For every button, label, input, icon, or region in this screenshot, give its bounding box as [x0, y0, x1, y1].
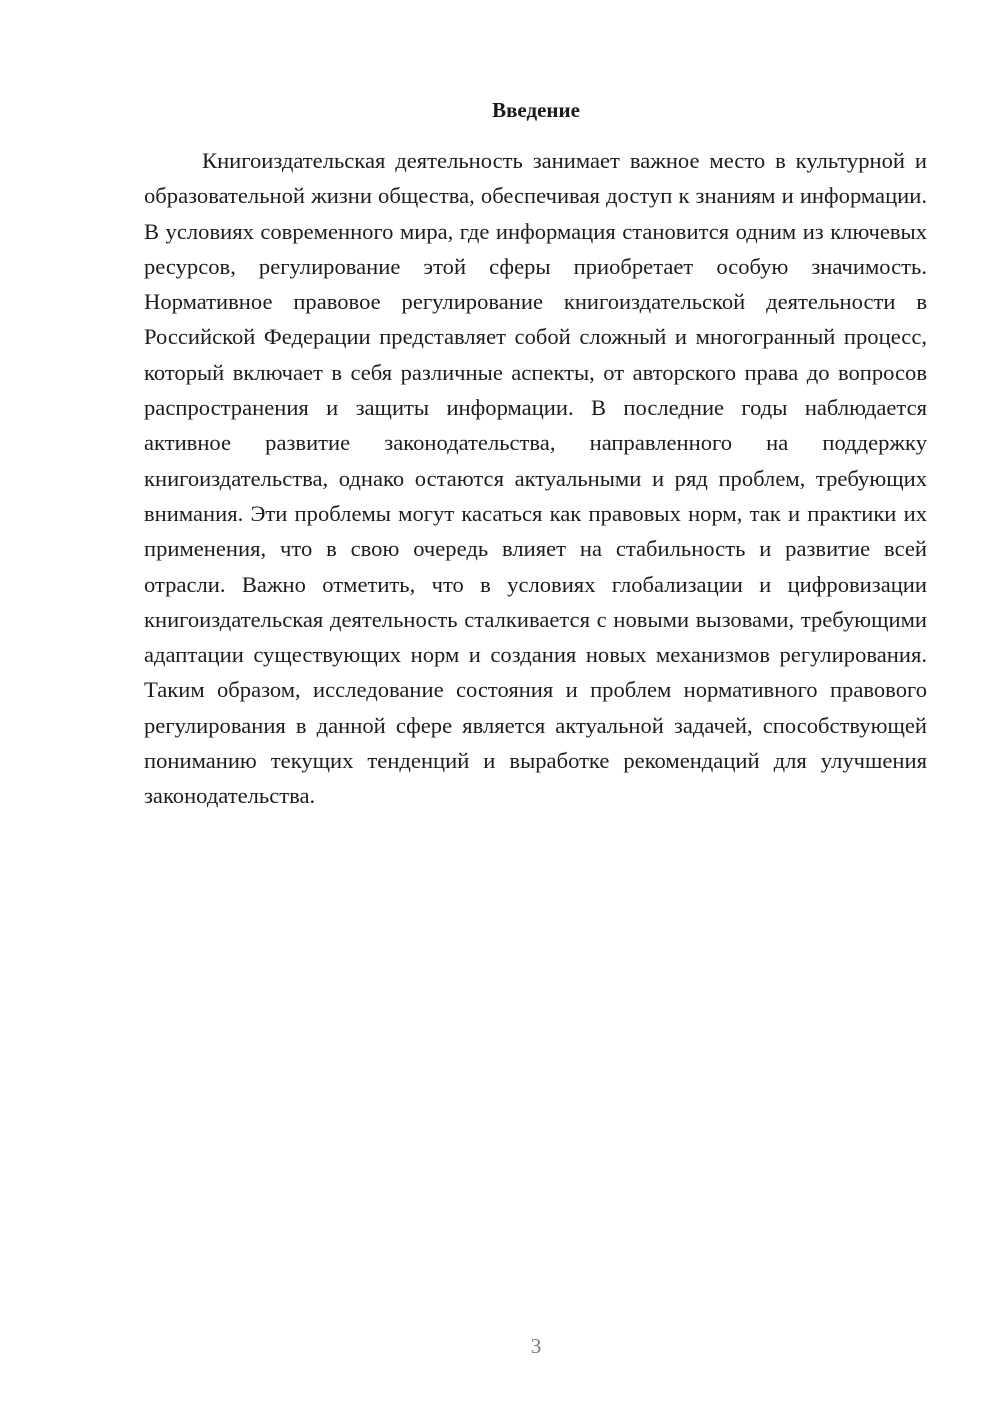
section-heading: Введение	[492, 98, 580, 122]
page-number: 3	[530, 1334, 542, 1358]
body-paragraph: Книгоиздательская деятельность занимает важное место в культурной и образовательной жизни общества, обеспечивая доступ к знаниям и информации. В условиях современного мира, где информация становится одним из ключевых ресурсов, регулирование этой сферы приобретает особую значимость. Нормативное правовое регулирование книгоиздательской деятельности в Российской Федерации представляет собой сложный и многогранный процесс, который включает в себя различные аспекты, от авторского права до вопросов распространения и защиты информации. В последние годы наблюдается активное развитие законодательства, направленного на поддержку книгоиздательства, однако остаются актуальными и ряд проблем, требующих внимания. Эти проблемы могут касаться как правовых норм, так и практики их применения, что в свою очередь влияет на стабильность и развитие всей отрасли. Важно отметить, что в условиях глобализации и цифровизации книгоиздательская деятельность сталкивается с новыми вызовами, требующими адаптации существующих норм и создания новых механизмов регулирования. Таким образом, исследование состояния и проблем нормативного правового регулирования в данной сфере является актуальной задачей, способствующей пониманию текущих тенденций и выработке рекомендаций для улучшения законодательства.	[144, 148, 927, 809]
